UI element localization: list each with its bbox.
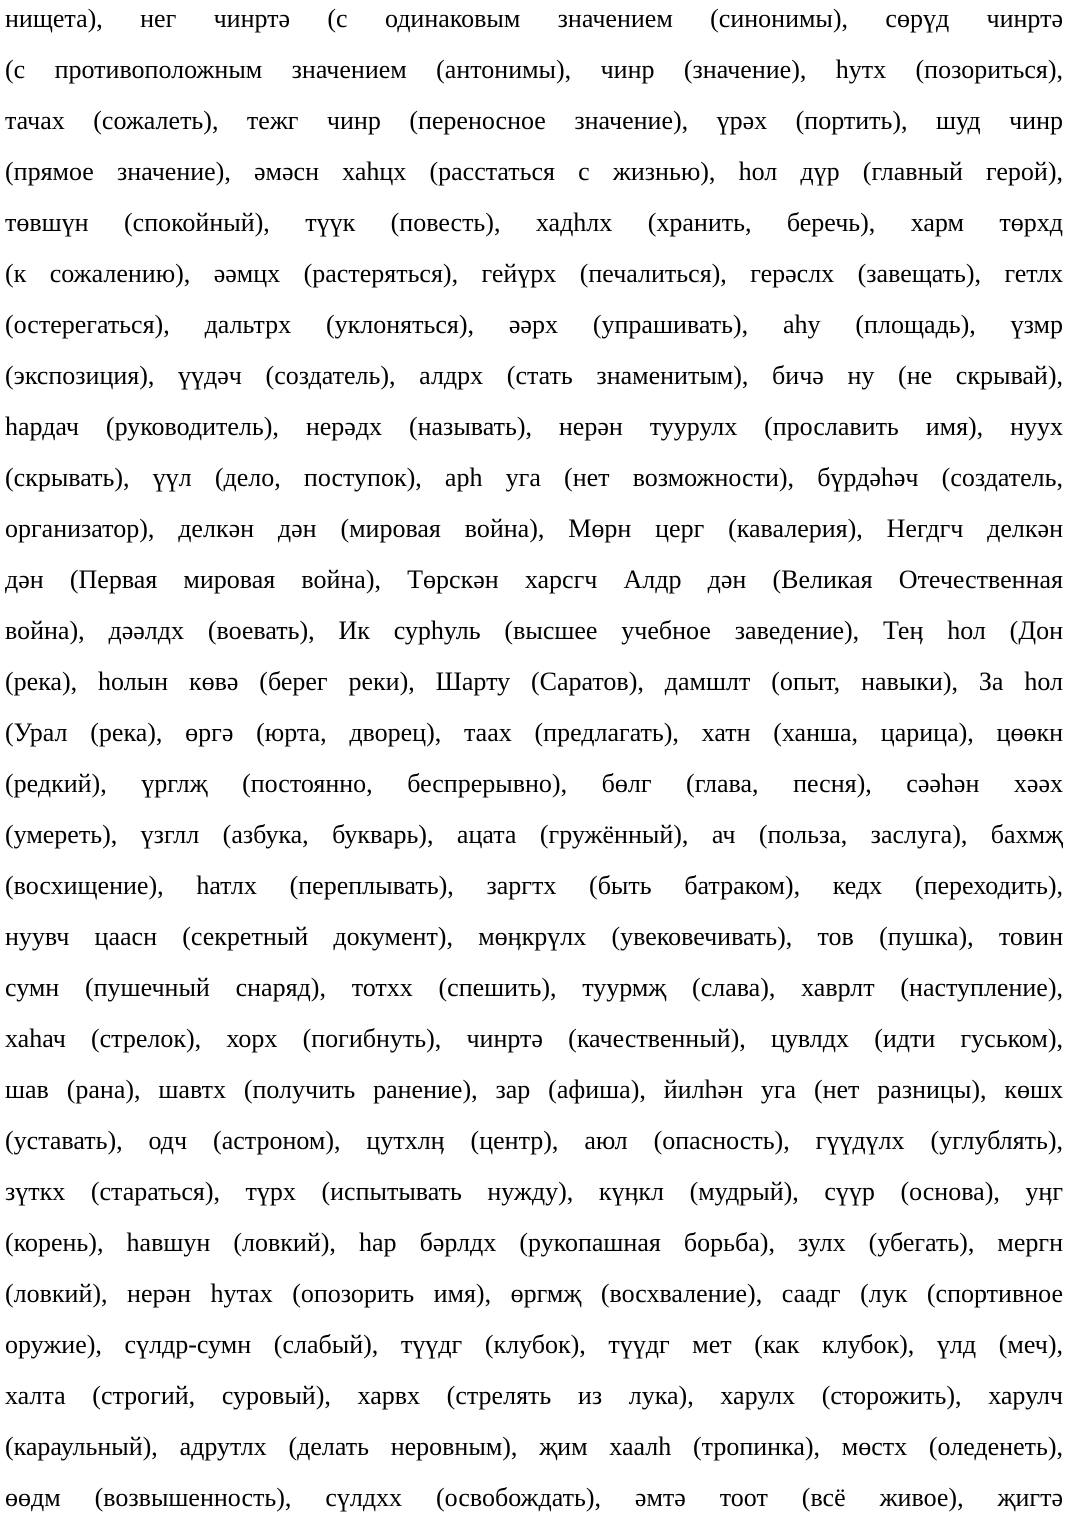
text-line: һардач (руководитель), нерәдх (называть), нерән туурулх (прославить имя), нуух xyxy=(5,412,1063,442)
text-line: (корень), һавшун (ловкий), һар бәрлдх (рукопашная борьба), зулх (убегать), мергн xyxy=(5,1228,1063,1258)
text-line: тачах (сожалеть), тежг чинр (переносное значение), үрәх (портить), шуд чинр xyxy=(5,106,1063,136)
text-line: зүткх (стараться), түрх (испытывать нужду), күӊкл (мудрый), сүүр (основа), уӊг xyxy=(5,1177,1063,1207)
text-line: война), дәәлдх (воевать), Ик сурһуль (высшее учебное заведение), Теӊ һол (Дон xyxy=(5,616,1063,646)
text-line: (экспозиция), үүдәч (создатель), алдрх (стать знаменитым), бичә ну (не скрывай), xyxy=(5,361,1063,391)
text-line: сумн (пушечный снаряд), тотхх (спешить), туурмҗ (слава), хаврлт (наступление), xyxy=(5,973,1063,1003)
text-line: (скрывать), үүл (дело, поступок), арһ уга (нет возможности), бүрдәһәч (создатель, xyxy=(5,463,1063,493)
text-line: өөдм (возвышенность), сүлдхх (освобождать), әмтә тоот (всё живое), җигтә xyxy=(5,1483,1063,1513)
text-line: (к сожалению), әәмцх (растеряться), гейүрх (печалиться), герәслх (завещать), гетлх xyxy=(5,259,1063,289)
text-line: (прямое значение), әмәсн хаһцх (расстаться с жизнью), һол дүр (главный герой), xyxy=(5,157,1063,187)
text-line: (река), һолын көвә (берег реки), Шарту (Саратов), дамшлт (опыт, навыки), За һол xyxy=(5,667,1063,697)
text-line: нуувч цаасн (секретный документ), мөӊкрүлх (увековечивать), тов (пушка), товин xyxy=(5,922,1063,952)
text-line: оружие), сүлдр-сумн (слабый), түүдг (клубок), түүдг мет (как клубок), үлд (меч), xyxy=(5,1330,1063,1360)
text-line: организатор), делкән дән (мировая война), Мөрн церг (кавалерия), Негдгч делкән xyxy=(5,514,1063,544)
document-page xyxy=(5,0,1063,1530)
text-line: (караульный), адрутлх (делать неровным), җим хаалһ (тропинка), мөстх (оледенеть), xyxy=(5,1432,1063,1462)
text-line: төвшүн (спокойный), түүк (повесть), хадһлх (хранить, беречь), харм төрхд xyxy=(5,208,1063,238)
text-line: (с противоположным значением (антонимы), чинр (значение), һутх (позориться), xyxy=(5,55,1063,85)
text-line: нищета), нег чинртә (с одинаковым значением (синонимы), сөрүд чинртә xyxy=(5,4,1063,33)
text-line: дән (Первая мировая война), Төрскән харсгч Алдр дән (Великая Отечественная xyxy=(5,565,1063,595)
text-line: (ловкий), нерән һутах (опозорить имя), өргмҗ (восхваление), саадг (лук (спортивное xyxy=(5,1279,1063,1309)
text-line: (Урал (река), өргә (юрта, дворец), таах (предлагать), хатн (ханша, царица), цөөкн xyxy=(5,718,1063,748)
text-line: (редкий), үрглҗ (постоянно, беспрерывно), бөлг (глава, песня), сәәһән хәәх xyxy=(5,769,1063,799)
text-line: (уставать), одч (астроном), цутхлӊ (центр), аюл (опасность), гүүдүлх (углублять), xyxy=(5,1126,1063,1156)
text-line: шав (рана), шавтх (получить ранение), зар (афиша), йилһән уга (нет разницы), көшх xyxy=(5,1075,1063,1105)
text-line: (остерегаться), дальтрх (уклоняться), әәрх (упрашивать), аһу (площадь), үзмр xyxy=(5,310,1063,340)
text-line: хаһач (стрелок), хорх (погибнуть), чинртә (качественный), цувлдх (идти гуськом), xyxy=(5,1024,1063,1054)
text-line: (умереть), үзглл (азбука, букварь), ацата (гружённый), ач (польза, заслуга), бахмҗ xyxy=(5,820,1063,850)
text-line: (восхищение), һатлх (переплывать), заргтх (быть батраком), кедх (переходить), xyxy=(5,871,1063,901)
text-line: халта (строгий, суровый), харвх (стрелять из лука), харулх (сторожить), харулч xyxy=(5,1381,1063,1411)
